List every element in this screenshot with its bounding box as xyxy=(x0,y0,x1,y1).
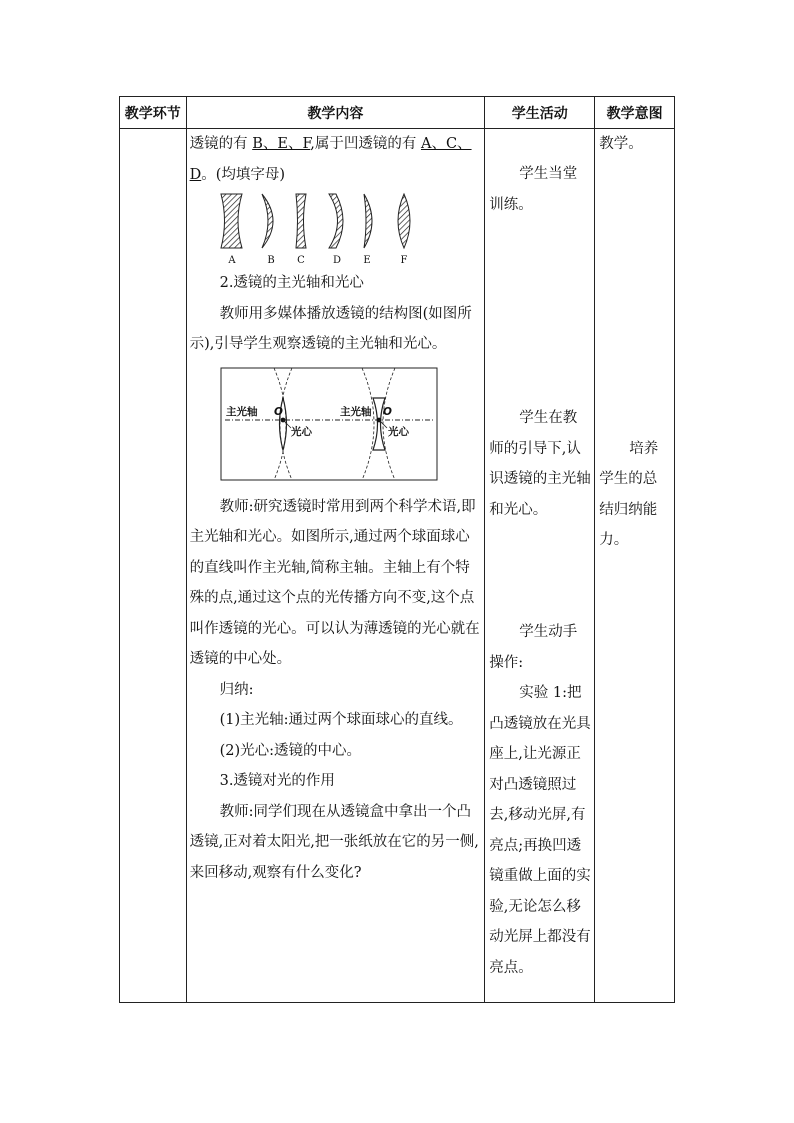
paragraph-media: 教师用多媒体播放透镜的结构图(如图所示),引导学生观察透镜的主光轴和光心。 xyxy=(189,305,472,352)
intent-cell xyxy=(595,129,675,1003)
intent-teaching: 教学。 xyxy=(599,136,643,152)
answer-concave-b: D xyxy=(189,166,202,183)
summary-item-1: (1)主光轴:通过两个球面球心的直线。 xyxy=(219,712,463,728)
lens-label-f: F xyxy=(400,255,408,266)
question-line xyxy=(190,129,481,160)
student-practice: 学生当堂训练。 xyxy=(489,166,578,213)
lens-shapes-figure xyxy=(190,190,480,268)
lens-label-d: D xyxy=(332,255,341,266)
question-post: 。(均填字母) xyxy=(201,166,286,183)
intent-spacer xyxy=(599,160,671,434)
paragraph-terms: 教师:研究透镜时常用到两个科学术语,即主光轴和光心。如图所示,通过两个球面球心的直线叫作主光轴,简称主轴。主轴上有个特殊的点,通过这个点的光传播方向不变,这个点叫作透镜的光心。可以认为薄透镜的光心就在透镜的中心处。 xyxy=(189,498,480,667)
answer-concave-a: A、C、 xyxy=(420,136,472,152)
student-spacer-1 xyxy=(489,129,591,159)
content-cell xyxy=(186,129,485,1003)
diagram-center-label-2: 光心 xyxy=(387,425,409,438)
student-hands-on: 学生动手操作: xyxy=(489,624,578,671)
paragraph-sun: 教师:同学们现在从透镜盒中拿出一个凸透镜,正对着太阳光,把一张纸放在它的另一侧,来回移动,观察有什么变化? xyxy=(189,803,479,881)
lens-label-a: A xyxy=(227,255,236,266)
question-mid: ,属于凹透镜的有 xyxy=(310,136,421,152)
lens-d-shape xyxy=(329,194,343,248)
summary-item-2: (2)光心:透镜的中心。 xyxy=(219,742,362,759)
lens-f-shape xyxy=(398,194,410,248)
student-experiment: 实验 1:把凸透镜放在光具座上,让光源正对凸透镜照过去,移动光屏,有亮点;再换凹透镜重做上面的实验,无论怎么移动光屏上都没有亮点。 xyxy=(489,685,591,976)
section-cell xyxy=(120,129,187,1003)
lens-e-shape xyxy=(364,194,372,248)
question-pre: 透镜的有 xyxy=(189,136,253,152)
intent-cultivate: 培养学生的总结归纳能力。 xyxy=(599,440,659,548)
heading-main-axis: 2.透镜的主光轴和光心 xyxy=(219,275,364,291)
answer-convex: B、E、F xyxy=(252,136,311,152)
lens-c-shape xyxy=(296,194,306,248)
question-line-2 xyxy=(190,160,481,191)
student-cell xyxy=(485,129,595,1003)
header-row xyxy=(120,97,675,129)
header-intent: 教学意图 xyxy=(595,97,675,129)
header-content: 教学内容 xyxy=(186,97,485,129)
header-student: 学生活动 xyxy=(485,97,595,129)
summary-title: 归纳: xyxy=(219,681,254,698)
diagram-o-label-1: O xyxy=(273,405,283,418)
lens-label-b: B xyxy=(266,255,275,266)
diagram-center-label-1: 光心 xyxy=(290,425,312,438)
lens-label-c: C xyxy=(296,255,305,266)
lens-a-shape xyxy=(221,194,242,248)
header-section: 教学环节 xyxy=(120,97,187,129)
lens-b-shape xyxy=(262,194,273,248)
heading-lens-effect: 3.透镜对光的作用 xyxy=(219,773,335,789)
lens-label-e: E xyxy=(362,255,371,266)
student-spacer-2 xyxy=(489,220,591,403)
diagram-axis-label-2: 主光轴 xyxy=(339,405,372,418)
student-observe: 学生在教师的引导下,认识透镜的主光轴和光心。 xyxy=(489,410,591,518)
diagram-o-label-2: O xyxy=(382,405,392,418)
body-row xyxy=(120,129,675,1003)
student-spacer-3 xyxy=(489,525,591,617)
main-axis-diagram xyxy=(190,364,480,486)
diagram-axis-label-1: 主光轴 xyxy=(225,405,258,418)
lesson-plan-table xyxy=(119,96,675,1003)
